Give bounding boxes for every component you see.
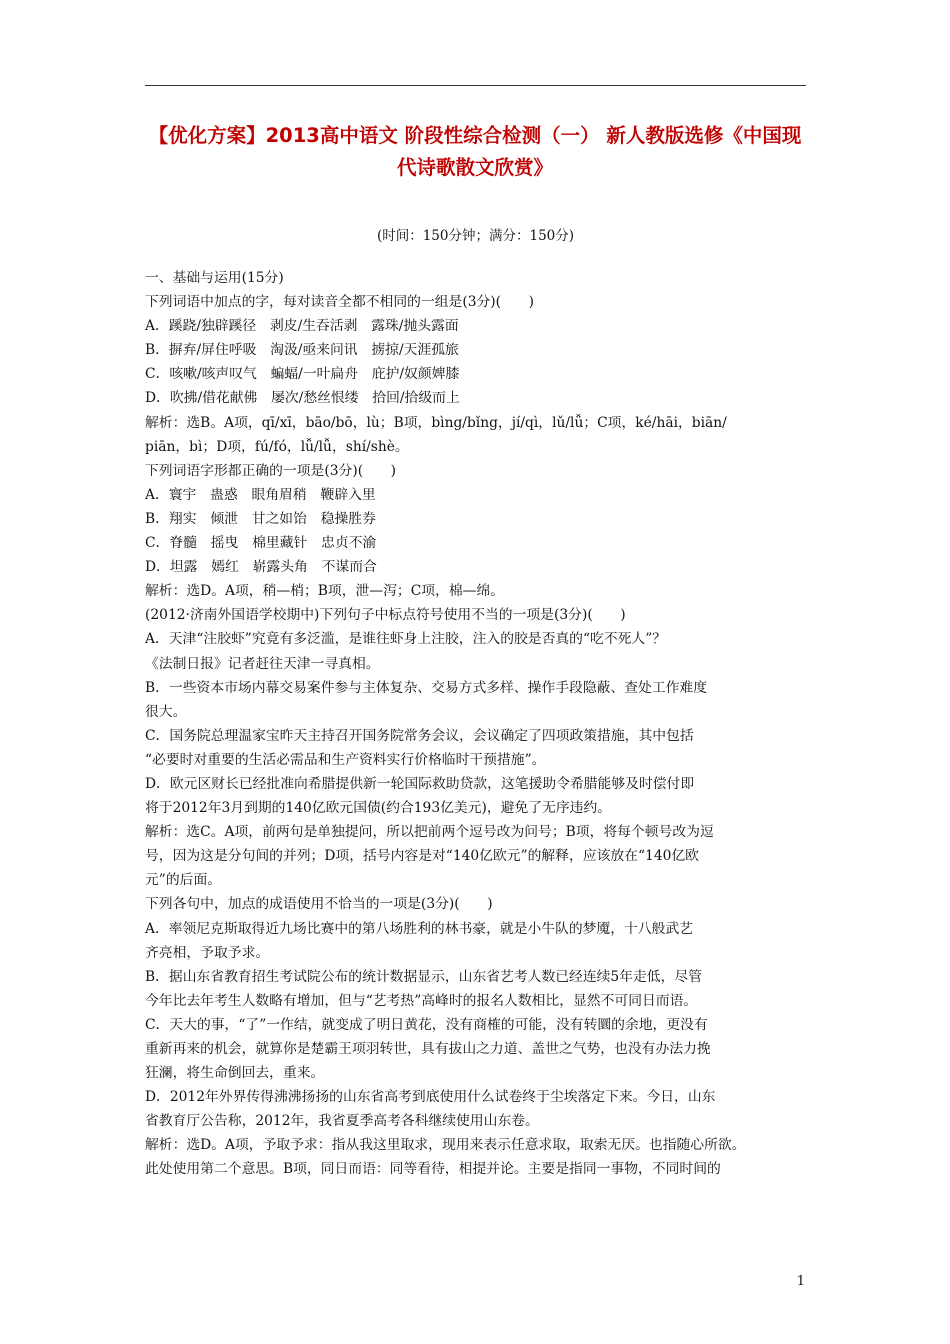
option-line: B．一些资本市场内幕交易案件参与主体复杂、交易方式多样、操作手段隐蔽、查处工作难度 bbox=[145, 679, 708, 696]
header-rule bbox=[145, 85, 806, 86]
option-line: 今年比去年考生人数略有增加，但与“艺考热”高峰时的报名人数相比，显然不可同日而语。 bbox=[145, 992, 698, 1009]
option-line: D．坦露 嫣红 崭露头角 不谋而合 bbox=[145, 559, 377, 576]
question-stem: 下列词语字形都正确的一项是(3分)( ) bbox=[145, 462, 397, 479]
option-line: A．率领尼克斯取得近九场比赛中的第八场胜利的林书豪，就是小牛队的梦魇，十八般武艺 bbox=[145, 920, 694, 937]
analysis-line: piān，bì；D项，fú/fó，lǚ/lǚ，shí/shè。 bbox=[145, 438, 409, 455]
analysis-line: 元”的后面。 bbox=[145, 872, 222, 889]
option-line: B．据山东省教育招生考试院公布的统计数据显示，山东省艺考人数已经连续5年走低，尽管 bbox=[145, 968, 702, 985]
section-heading: 一、基础与运用(15分) bbox=[145, 270, 284, 286]
option-line: D．吹拂/借花献佛 屡次/愁丝恨缕 拾回/拾级而上 bbox=[145, 390, 460, 407]
analysis-line: 此处使用第二个意思。B项，同日而语：同等看待，相提并论。主要是指同一事物，不同时间的 bbox=[145, 1161, 721, 1178]
option-line: 将于2012年3月到期的140亿欧元国债(约合193亿美元)，避免了无序违约。 bbox=[145, 800, 612, 817]
analysis-line: 解析：选D。A项，稍—梢；B项，泄—泻；C项，棉—绵。 bbox=[145, 583, 505, 600]
question-stem: (2012·济南外国语学校期中)下列句子中标点符号使用不当的一项是(3分)( ) bbox=[145, 607, 626, 624]
question-stem: 下列词语中加点的字，每对读音全都不相同的一组是(3分)( ) bbox=[145, 294, 535, 311]
question-stem: 下列各句中，加点的成语使用不恰当的一项是(3分)( ) bbox=[145, 896, 493, 913]
analysis-line: 解析：选B。A项，qī/xī，bāo/bō，lù；B项，bìng/bǐng，jí/qì，lǔ/lǚ；C项，ké/hāi，biān/ bbox=[145, 414, 727, 431]
option-line: “必要时对重要的生活必需品和生产资料实行价格临时干预措施”。 bbox=[145, 751, 546, 768]
option-line: D．2012年外界传得沸沸扬扬的山东省高考到底使用什么试卷终于尘埃落定下来。今日，山东 bbox=[145, 1089, 716, 1106]
analysis-line: 解析：选C。A项，前两句是单独提问，所以把前两个逗号改为问号；B项，将每个顿号改为逗 bbox=[145, 824, 714, 841]
document-body bbox=[145, 266, 810, 1182]
option-line: A．天津“注胶虾”究竟有多泛滥，是谁往虾身上注胶，注入的胶是否真的“吃不死人”？ bbox=[145, 631, 667, 648]
option-line: C．咳嗽/咳声叹气 蝙蝠/一叶扁舟 庇护/奴颜婢膝 bbox=[145, 366, 460, 383]
option-line: B．翔实 倾泄 甘之如饴 稳操胜券 bbox=[145, 510, 376, 527]
option-line: A．蹊跷/独辟蹊径 剥皮/生吞活剥 露珠/抛头露面 bbox=[145, 318, 459, 335]
option-line: D．欧元区财长已经批准向希腊提供新一轮国际救助贷款，这笔援助令希腊能够及时偿付即 bbox=[145, 775, 695, 792]
option-line: C．天大的事，“了”一作结，就变成了明日黄花，没有商榷的可能，没有转圜的余地，更没有 bbox=[145, 1016, 708, 1033]
option-line: 很大。 bbox=[145, 703, 187, 720]
analysis-line: 号，因为这是分句间的并列；D项，括号内容是对“140亿欧元”的解释，应该放在“140亿欧 bbox=[145, 848, 699, 865]
page-number: 1 bbox=[796, 1274, 805, 1289]
option-line: C．国务院总理温家宝昨天主持召开国务院常务会议，会议确定了四项政策措施，其中包括 bbox=[145, 727, 694, 744]
option-line: A．寰宇 蛊惑 眼角眉稍 鞭辟入里 bbox=[145, 486, 376, 503]
option-line: 《法制日报》记者赶往天津一寻真相。 bbox=[145, 655, 380, 672]
option-line: 重新再来的机会，就算你是楚霸王项羽转世，具有拔山之力道、盖世之气势，也没有办法力挽 bbox=[145, 1041, 711, 1057]
option-line: B．摒弃/屏住呼吸 淘汲/亟来问讯 掳掠/天涯孤旅 bbox=[145, 342, 459, 359]
option-line: C．脊髓 摇曳 棉里藏针 忠贞不渝 bbox=[145, 535, 377, 552]
document-title: 【优化方案】2013高中语文 阶段性综合检测（一） 新人教版选修《中国现代诗歌散文欣赏》 bbox=[148, 124, 802, 179]
option-line: 省教育厅公告称，2012年，我省夏季高考各科继续使用山东卷。 bbox=[145, 1113, 539, 1130]
option-line: 齐亮相，予取予求。 bbox=[145, 944, 270, 961]
option-line: 狂澜，将生命倒回去，重来。 bbox=[145, 1065, 325, 1082]
analysis-line: 解析：选D。A项，予取予求：指从我这里取求，现用来表示任意求取，取索无厌。也指随心所欲。 bbox=[145, 1137, 746, 1154]
time-limit: (时间：150分钟；满分：150分) bbox=[376, 228, 575, 244]
